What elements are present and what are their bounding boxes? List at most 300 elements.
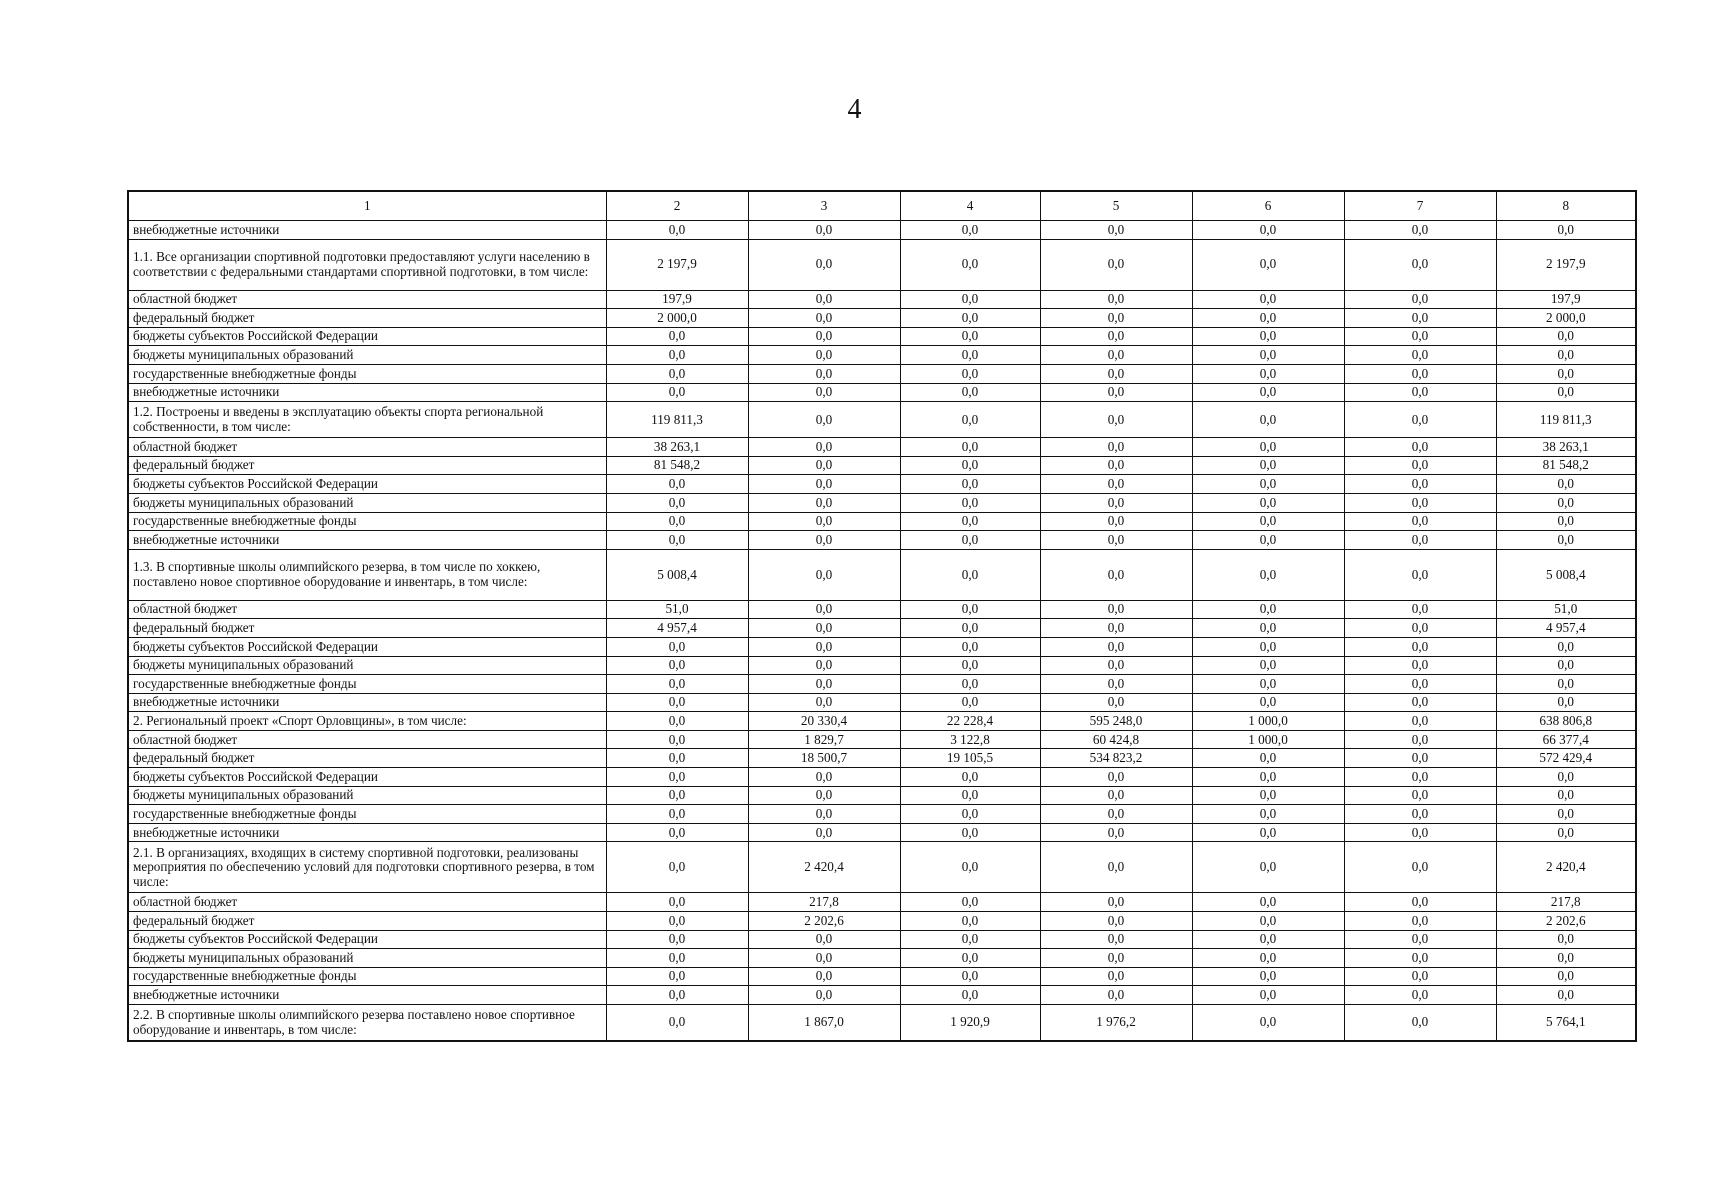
table-row xyxy=(128,512,1636,531)
row-value: 0,0 xyxy=(748,475,900,494)
row-value: 0,0 xyxy=(1192,637,1344,656)
row-value: 0,0 xyxy=(1496,986,1636,1005)
row-value: 0,0 xyxy=(748,290,900,309)
row-value: 0,0 xyxy=(1192,786,1344,805)
row-value: 0,0 xyxy=(1040,912,1192,931)
row-value: 0,0 xyxy=(1040,786,1192,805)
row-value: 0,0 xyxy=(1344,239,1496,290)
row-value: 0,0 xyxy=(1040,493,1192,512)
row-value: 0,0 xyxy=(1344,531,1496,550)
row-value: 0,0 xyxy=(1344,930,1496,949)
row-value: 0,0 xyxy=(606,730,748,749)
row-value: 0,0 xyxy=(748,456,900,475)
row-value: 0,0 xyxy=(1040,346,1192,365)
row-value: 0,0 xyxy=(900,600,1040,619)
row-value: 0,0 xyxy=(1344,949,1496,968)
row-value: 0,0 xyxy=(1496,675,1636,694)
row-value: 0,0 xyxy=(1040,842,1192,893)
row-value: 0,0 xyxy=(900,693,1040,712)
row-label: 2. Региональный проект «Спорт Орловщины», в том числе: xyxy=(128,712,606,731)
row-value: 0,0 xyxy=(1040,383,1192,402)
row-value: 0,0 xyxy=(1192,438,1344,457)
row-value: 0,0 xyxy=(1344,786,1496,805)
row-label: областной бюджет xyxy=(128,290,606,309)
row-value: 534 823,2 xyxy=(1040,749,1192,768)
table-row xyxy=(128,346,1636,365)
table-row xyxy=(128,637,1636,656)
row-label: бюджеты субъектов Российской Федерации xyxy=(128,475,606,494)
row-value: 81 548,2 xyxy=(606,456,748,475)
row-value: 0,0 xyxy=(1040,456,1192,475)
row-value: 0,0 xyxy=(606,712,748,731)
row-label: бюджеты муниципальных образований xyxy=(128,656,606,675)
row-value: 0,0 xyxy=(1192,327,1344,346)
row-label: бюджеты муниципальных образований xyxy=(128,346,606,365)
row-value: 0,0 xyxy=(1192,893,1344,912)
row-value: 0,0 xyxy=(1496,805,1636,824)
row-value: 66 377,4 xyxy=(1496,730,1636,749)
table-row xyxy=(128,402,1636,438)
row-value: 0,0 xyxy=(1040,986,1192,1005)
row-value: 0,0 xyxy=(900,346,1040,365)
row-value: 0,0 xyxy=(606,327,748,346)
row-value: 0,0 xyxy=(1496,930,1636,949)
row-value: 0,0 xyxy=(1344,475,1496,494)
row-value: 0,0 xyxy=(900,549,1040,600)
row-value: 0,0 xyxy=(1496,768,1636,787)
row-value: 0,0 xyxy=(900,239,1040,290)
row-label: федеральный бюджет xyxy=(128,619,606,638)
row-value: 1 000,0 xyxy=(1192,730,1344,749)
table-row xyxy=(128,823,1636,842)
row-value: 0,0 xyxy=(1192,805,1344,824)
row-value: 0,0 xyxy=(900,768,1040,787)
table-row xyxy=(128,438,1636,457)
row-label: федеральный бюджет xyxy=(128,912,606,931)
row-value: 0,0 xyxy=(606,656,748,675)
row-value: 0,0 xyxy=(748,600,900,619)
row-value: 0,0 xyxy=(1040,619,1192,638)
row-value: 0,0 xyxy=(748,619,900,638)
row-value: 0,0 xyxy=(1496,823,1636,842)
row-value: 0,0 xyxy=(748,637,900,656)
row-value: 51,0 xyxy=(1496,600,1636,619)
row-value: 0,0 xyxy=(900,531,1040,550)
row-value: 0,0 xyxy=(1040,600,1192,619)
row-value: 0,0 xyxy=(900,967,1040,986)
row-value: 0,0 xyxy=(748,949,900,968)
row-value: 0,0 xyxy=(1344,749,1496,768)
row-value: 0,0 xyxy=(1192,749,1344,768)
row-value: 0,0 xyxy=(606,346,748,365)
row-label: федеральный бюджет xyxy=(128,309,606,328)
row-value: 0,0 xyxy=(748,930,900,949)
row-value: 2 197,9 xyxy=(606,239,748,290)
row-value: 595 248,0 xyxy=(1040,712,1192,731)
header-cell: 2 xyxy=(606,191,748,221)
row-value: 0,0 xyxy=(748,675,900,694)
table-row xyxy=(128,730,1636,749)
row-value: 0,0 xyxy=(1496,493,1636,512)
table-row xyxy=(128,786,1636,805)
table-row xyxy=(128,475,1636,494)
row-value: 0,0 xyxy=(900,823,1040,842)
row-value: 0,0 xyxy=(1192,512,1344,531)
row-label: бюджеты муниципальных образований xyxy=(128,786,606,805)
row-value: 0,0 xyxy=(1192,619,1344,638)
row-label: областной бюджет xyxy=(128,438,606,457)
row-value: 0,0 xyxy=(606,364,748,383)
row-value: 5 008,4 xyxy=(1496,549,1636,600)
row-value: 2 420,4 xyxy=(748,842,900,893)
row-value: 0,0 xyxy=(900,842,1040,893)
row-label: внебюджетные источники xyxy=(128,823,606,842)
row-label: бюджеты субъектов Российской Федерации xyxy=(128,327,606,346)
table-row xyxy=(128,893,1636,912)
row-value: 119 811,3 xyxy=(606,402,748,438)
row-value: 197,9 xyxy=(606,290,748,309)
row-value: 0,0 xyxy=(1040,656,1192,675)
row-value: 0,0 xyxy=(1192,656,1344,675)
row-value: 0,0 xyxy=(1192,364,1344,383)
row-value: 0,0 xyxy=(900,221,1040,240)
row-value: 0,0 xyxy=(1192,290,1344,309)
row-value: 0,0 xyxy=(900,475,1040,494)
row-value: 0,0 xyxy=(1040,693,1192,712)
table-row xyxy=(128,949,1636,968)
row-label: внебюджетные источники xyxy=(128,383,606,402)
row-value: 1 000,0 xyxy=(1192,712,1344,731)
row-value: 0,0 xyxy=(1192,346,1344,365)
row-label: 1.1. Все организации спортивной подготовки предоставляют услуги населению в соответствии с федеральными стандартами спортивной подготовки, в том числе: xyxy=(128,239,606,290)
table-row xyxy=(128,768,1636,787)
table-row xyxy=(128,693,1636,712)
row-value: 0,0 xyxy=(606,749,748,768)
row-value: 0,0 xyxy=(606,493,748,512)
row-value: 0,0 xyxy=(1344,912,1496,931)
row-value: 0,0 xyxy=(1040,949,1192,968)
row-label: государственные внебюджетные фонды xyxy=(128,364,606,383)
row-value: 0,0 xyxy=(1040,438,1192,457)
row-value: 0,0 xyxy=(1496,656,1636,675)
row-value: 0,0 xyxy=(748,512,900,531)
table-row xyxy=(128,1005,1636,1042)
row-value: 217,8 xyxy=(1496,893,1636,912)
row-value: 2 000,0 xyxy=(606,309,748,328)
row-value: 0,0 xyxy=(1192,239,1344,290)
row-value: 0,0 xyxy=(748,549,900,600)
row-value: 119 811,3 xyxy=(1496,402,1636,438)
row-value: 0,0 xyxy=(1344,675,1496,694)
row-value: 0,0 xyxy=(1192,309,1344,328)
row-value: 0,0 xyxy=(748,823,900,842)
row-value: 0,0 xyxy=(1344,512,1496,531)
row-value: 22 228,4 xyxy=(900,712,1040,731)
row-value: 0,0 xyxy=(606,805,748,824)
row-value: 2 202,6 xyxy=(1496,912,1636,931)
row-value: 0,0 xyxy=(606,930,748,949)
row-label: областной бюджет xyxy=(128,730,606,749)
row-value: 0,0 xyxy=(1192,967,1344,986)
row-value: 0,0 xyxy=(748,402,900,438)
row-value: 0,0 xyxy=(1192,456,1344,475)
row-value: 2 420,4 xyxy=(1496,842,1636,893)
row-value: 0,0 xyxy=(1496,637,1636,656)
row-value: 0,0 xyxy=(1192,675,1344,694)
row-value: 0,0 xyxy=(1344,967,1496,986)
row-value: 0,0 xyxy=(606,1005,748,1042)
row-value: 19 105,5 xyxy=(900,749,1040,768)
table-row xyxy=(128,986,1636,1005)
row-value: 0,0 xyxy=(1344,1005,1496,1042)
table-row xyxy=(128,290,1636,309)
row-value: 0,0 xyxy=(606,949,748,968)
row-value: 0,0 xyxy=(1344,493,1496,512)
row-value: 0,0 xyxy=(748,221,900,240)
row-value: 0,0 xyxy=(1192,549,1344,600)
row-value: 4 957,4 xyxy=(1496,619,1636,638)
row-value: 60 424,8 xyxy=(1040,730,1192,749)
row-value: 0,0 xyxy=(748,656,900,675)
table-row xyxy=(128,749,1636,768)
row-value: 0,0 xyxy=(1192,383,1344,402)
row-value: 0,0 xyxy=(1192,986,1344,1005)
row-value: 0,0 xyxy=(1496,967,1636,986)
row-value: 0,0 xyxy=(900,327,1040,346)
row-value: 0,0 xyxy=(606,912,748,931)
table-row xyxy=(128,967,1636,986)
row-value: 0,0 xyxy=(1344,893,1496,912)
row-value: 0,0 xyxy=(606,768,748,787)
row-value: 0,0 xyxy=(1192,842,1344,893)
row-label: внебюджетные источники xyxy=(128,986,606,1005)
row-value: 0,0 xyxy=(900,383,1040,402)
row-value: 38 263,1 xyxy=(1496,438,1636,457)
row-value: 0,0 xyxy=(1344,637,1496,656)
row-value: 18 500,7 xyxy=(748,749,900,768)
row-value: 0,0 xyxy=(1344,712,1496,731)
row-value: 5 008,4 xyxy=(606,549,748,600)
row-value: 0,0 xyxy=(1344,346,1496,365)
row-label: государственные внебюджетные фонды xyxy=(128,675,606,694)
row-value: 0,0 xyxy=(900,309,1040,328)
header-cell: 5 xyxy=(1040,191,1192,221)
header-cell: 4 xyxy=(900,191,1040,221)
row-label: областной бюджет xyxy=(128,893,606,912)
row-value: 0,0 xyxy=(1040,823,1192,842)
row-value: 0,0 xyxy=(1040,475,1192,494)
row-value: 0,0 xyxy=(1496,475,1636,494)
row-value: 0,0 xyxy=(900,402,1040,438)
row-value: 81 548,2 xyxy=(1496,456,1636,475)
row-value: 0,0 xyxy=(1344,549,1496,600)
row-value: 0,0 xyxy=(900,438,1040,457)
row-value: 0,0 xyxy=(748,383,900,402)
row-value: 0,0 xyxy=(748,693,900,712)
header-cell: 1 xyxy=(128,191,606,221)
row-value: 0,0 xyxy=(606,512,748,531)
row-value: 0,0 xyxy=(1040,512,1192,531)
table-row xyxy=(128,805,1636,824)
row-value: 0,0 xyxy=(900,930,1040,949)
row-value: 0,0 xyxy=(1192,221,1344,240)
row-value: 0,0 xyxy=(606,893,748,912)
row-value: 0,0 xyxy=(606,842,748,893)
row-value: 0,0 xyxy=(1192,949,1344,968)
row-value: 0,0 xyxy=(1496,346,1636,365)
row-value: 0,0 xyxy=(606,637,748,656)
row-value: 0,0 xyxy=(748,309,900,328)
row-value: 2 202,6 xyxy=(748,912,900,931)
row-label: 1.3. В спортивные школы олимпийского резерва, в том числе по хоккею, поставлено новое спортивное оборудование и инвентарь, в том числе: xyxy=(128,549,606,600)
row-value: 0,0 xyxy=(1344,656,1496,675)
row-value: 0,0 xyxy=(1192,493,1344,512)
table-row xyxy=(128,309,1636,328)
table-row xyxy=(128,912,1636,931)
row-value: 1 920,9 xyxy=(900,1005,1040,1042)
row-value: 0,0 xyxy=(606,786,748,805)
row-value: 0,0 xyxy=(748,531,900,550)
row-value: 0,0 xyxy=(1040,637,1192,656)
row-value: 0,0 xyxy=(748,786,900,805)
row-value: 4 957,4 xyxy=(606,619,748,638)
row-value: 0,0 xyxy=(1192,531,1344,550)
row-value: 0,0 xyxy=(1496,693,1636,712)
row-value: 0,0 xyxy=(900,786,1040,805)
row-value: 20 330,4 xyxy=(748,712,900,731)
row-value: 0,0 xyxy=(748,327,900,346)
row-label: 2.1. В организациях, входящих в систему спортивной подготовки, реализованы мероприятия по обеспечению условий для подготовки спортивного резерва, в том числе: xyxy=(128,842,606,893)
row-value: 0,0 xyxy=(1040,239,1192,290)
row-value: 0,0 xyxy=(900,805,1040,824)
row-value: 0,0 xyxy=(1344,309,1496,328)
row-value: 0,0 xyxy=(606,383,748,402)
row-label: внебюджетные источники xyxy=(128,531,606,550)
row-value: 0,0 xyxy=(1040,531,1192,550)
row-value: 0,0 xyxy=(1192,475,1344,494)
row-value: 0,0 xyxy=(1192,912,1344,931)
row-label: бюджеты субъектов Российской Федерации xyxy=(128,768,606,787)
row-value: 0,0 xyxy=(1040,402,1192,438)
row-value: 0,0 xyxy=(1344,823,1496,842)
row-label: внебюджетные источники xyxy=(128,693,606,712)
page-number: 4 xyxy=(847,94,862,125)
table-header xyxy=(128,191,1636,221)
header-cell: 7 xyxy=(1344,191,1496,221)
row-value: 0,0 xyxy=(1344,327,1496,346)
row-value: 0,0 xyxy=(748,346,900,365)
row-value: 0,0 xyxy=(900,912,1040,931)
row-value: 1 867,0 xyxy=(748,1005,900,1042)
row-value: 572 429,4 xyxy=(1496,749,1636,768)
row-value: 0,0 xyxy=(606,475,748,494)
row-value: 51,0 xyxy=(606,600,748,619)
row-value: 0,0 xyxy=(1040,768,1192,787)
budget-table xyxy=(127,190,1637,1042)
row-value: 0,0 xyxy=(606,823,748,842)
row-value: 0,0 xyxy=(1040,967,1192,986)
row-value: 0,0 xyxy=(748,364,900,383)
row-value: 0,0 xyxy=(1344,221,1496,240)
row-value: 0,0 xyxy=(900,675,1040,694)
row-value: 0,0 xyxy=(1040,221,1192,240)
row-value: 0,0 xyxy=(1040,327,1192,346)
row-value: 0,0 xyxy=(900,656,1040,675)
row-value: 1 829,7 xyxy=(748,730,900,749)
row-value: 0,0 xyxy=(748,967,900,986)
row-value: 0,0 xyxy=(748,768,900,787)
table-row xyxy=(128,327,1636,346)
row-value: 0,0 xyxy=(1040,549,1192,600)
table-row xyxy=(128,493,1636,512)
table-row xyxy=(128,549,1636,600)
row-value: 0,0 xyxy=(1344,619,1496,638)
row-value: 0,0 xyxy=(748,239,900,290)
row-value: 0,0 xyxy=(1344,805,1496,824)
header-cell: 6 xyxy=(1192,191,1344,221)
row-value: 1 976,2 xyxy=(1040,1005,1192,1042)
table-row xyxy=(128,456,1636,475)
row-value: 0,0 xyxy=(900,949,1040,968)
row-value: 0,0 xyxy=(1496,531,1636,550)
row-value: 0,0 xyxy=(900,637,1040,656)
row-value: 0,0 xyxy=(1040,290,1192,309)
row-value: 0,0 xyxy=(1344,768,1496,787)
row-value: 2 197,9 xyxy=(1496,239,1636,290)
row-value: 0,0 xyxy=(1344,986,1496,1005)
row-label: бюджеты субъектов Российской Федерации xyxy=(128,930,606,949)
row-value: 0,0 xyxy=(1496,364,1636,383)
table-row xyxy=(128,383,1636,402)
row-value: 0,0 xyxy=(1040,675,1192,694)
row-label: бюджеты муниципальных образований xyxy=(128,949,606,968)
row-value: 0,0 xyxy=(1344,456,1496,475)
row-value: 38 263,1 xyxy=(606,438,748,457)
row-value: 0,0 xyxy=(1192,823,1344,842)
row-value: 0,0 xyxy=(1192,768,1344,787)
row-label: федеральный бюджет xyxy=(128,456,606,475)
row-value: 0,0 xyxy=(900,893,1040,912)
row-label: внебюджетные источники xyxy=(128,221,606,240)
row-value: 0,0 xyxy=(748,805,900,824)
row-value: 0,0 xyxy=(748,986,900,1005)
row-label: государственные внебюджетные фонды xyxy=(128,805,606,824)
table-row xyxy=(128,600,1636,619)
row-value: 0,0 xyxy=(606,221,748,240)
row-value: 0,0 xyxy=(900,512,1040,531)
row-label: бюджеты муниципальных образований xyxy=(128,493,606,512)
row-value: 0,0 xyxy=(1192,930,1344,949)
row-label: бюджеты субъектов Российской Федерации xyxy=(128,637,606,656)
row-value: 197,9 xyxy=(1496,290,1636,309)
row-label: государственные внебюджетные фонды xyxy=(128,512,606,531)
row-value: 0,0 xyxy=(1344,693,1496,712)
header-cell: 8 xyxy=(1496,191,1636,221)
row-value: 0,0 xyxy=(1344,364,1496,383)
row-label: государственные внебюджетные фонды xyxy=(128,967,606,986)
row-value: 0,0 xyxy=(1344,383,1496,402)
row-value: 0,0 xyxy=(1344,600,1496,619)
row-value: 0,0 xyxy=(1344,438,1496,457)
row-value: 0,0 xyxy=(1040,805,1192,824)
table-row xyxy=(128,842,1636,893)
row-value: 5 764,1 xyxy=(1496,1005,1636,1042)
row-value: 0,0 xyxy=(748,438,900,457)
table-row xyxy=(128,675,1636,694)
row-value: 0,0 xyxy=(1496,383,1636,402)
row-value: 0,0 xyxy=(1040,309,1192,328)
row-value: 0,0 xyxy=(900,290,1040,309)
